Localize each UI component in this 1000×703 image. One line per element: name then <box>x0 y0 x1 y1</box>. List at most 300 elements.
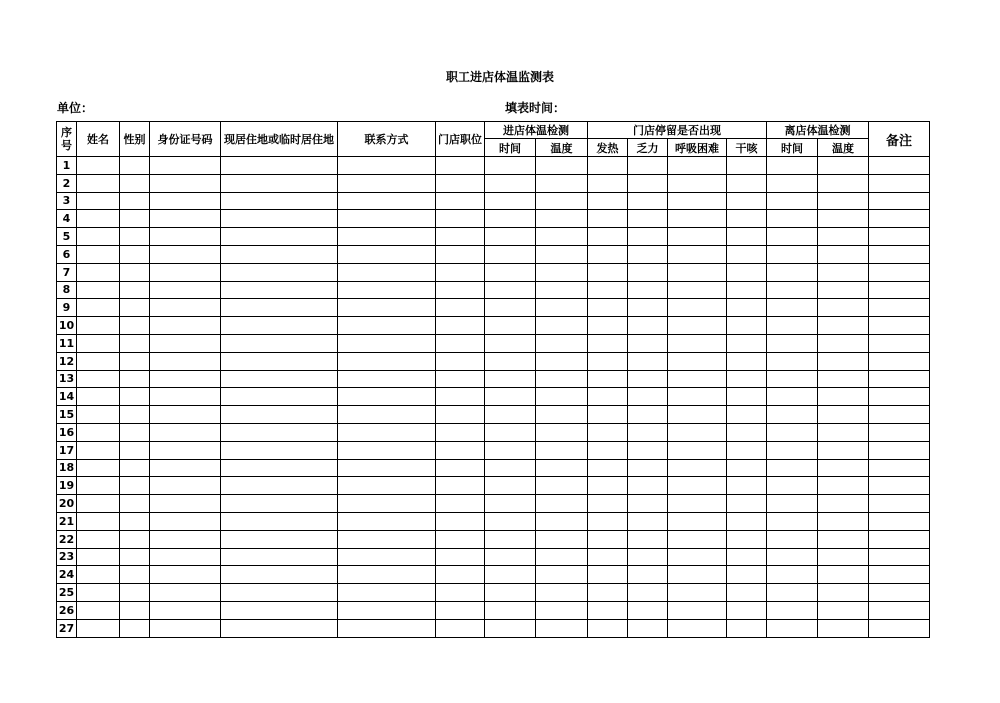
gender-cell <box>120 459 150 477</box>
fatigue-cell <box>628 245 668 263</box>
name-cell <box>77 619 120 637</box>
header-fever: 发热 <box>588 139 628 157</box>
header-name: 姓名 <box>77 122 120 157</box>
dry-cough-cell <box>727 210 767 228</box>
remark-cell <box>869 423 930 441</box>
exit-time-cell <box>767 601 818 619</box>
exit-time-cell <box>767 495 818 513</box>
contact-cell <box>338 263 436 281</box>
name-cell <box>77 548 120 566</box>
exit-time-cell <box>767 192 818 210</box>
remark-cell <box>869 299 930 317</box>
remark-cell <box>869 281 930 299</box>
dry-cough-cell <box>727 174 767 192</box>
row-number: 17 <box>57 441 77 459</box>
exit-time-cell <box>767 477 818 495</box>
remark-cell <box>869 370 930 388</box>
name-cell <box>77 174 120 192</box>
breathing-cell <box>668 299 727 317</box>
entry-time-cell <box>485 459 536 477</box>
fatigue-cell <box>628 263 668 281</box>
gender-cell <box>120 530 150 548</box>
breathing-cell <box>668 548 727 566</box>
dry-cough-cell <box>727 548 767 566</box>
breathing-cell <box>668 174 727 192</box>
exit-time-cell <box>767 406 818 424</box>
gender-cell <box>120 317 150 335</box>
gender-cell <box>120 299 150 317</box>
entry-time-cell <box>485 228 536 246</box>
row-number: 3 <box>57 192 77 210</box>
gender-cell <box>120 228 150 246</box>
fatigue-cell <box>628 619 668 637</box>
exit-temp-cell <box>818 512 869 530</box>
breathing-cell <box>668 245 727 263</box>
remark-cell <box>869 210 930 228</box>
address-cell <box>221 441 338 459</box>
entry-time-cell <box>485 317 536 335</box>
fatigue-cell <box>628 370 668 388</box>
fever-cell <box>588 174 628 192</box>
gender-cell <box>120 192 150 210</box>
address-cell <box>221 245 338 263</box>
exit-time-cell <box>767 263 818 281</box>
entry-time-cell <box>485 352 536 370</box>
row-number: 13 <box>57 370 77 388</box>
entry-temp-cell <box>536 548 588 566</box>
dry-cough-cell <box>727 495 767 513</box>
exit-time-cell <box>767 210 818 228</box>
breathing-cell <box>668 370 727 388</box>
fatigue-cell <box>628 459 668 477</box>
address-cell <box>221 406 338 424</box>
fever-cell <box>588 263 628 281</box>
id-number-cell <box>150 352 221 370</box>
fatigue-cell <box>628 477 668 495</box>
unit-label: 单位： <box>57 101 94 115</box>
address-cell <box>221 477 338 495</box>
header-entry-time: 时间 <box>485 139 536 157</box>
exit-time-cell <box>767 548 818 566</box>
exit-temp-cell <box>818 601 869 619</box>
entry-temp-cell <box>536 423 588 441</box>
exit-temp-cell <box>818 477 869 495</box>
gender-cell <box>120 441 150 459</box>
entry-temp-cell <box>536 530 588 548</box>
fatigue-cell <box>628 228 668 246</box>
name-cell <box>77 530 120 548</box>
breathing-cell <box>668 477 727 495</box>
entry-temp-cell <box>536 370 588 388</box>
id-number-cell <box>150 601 221 619</box>
row-number: 12 <box>57 352 77 370</box>
fatigue-cell <box>628 601 668 619</box>
contact-cell <box>338 281 436 299</box>
address-cell <box>221 352 338 370</box>
exit-time-cell <box>767 299 818 317</box>
dry-cough-cell <box>727 477 767 495</box>
id-number-cell <box>150 495 221 513</box>
table-row <box>57 317 930 335</box>
entry-time-cell <box>485 210 536 228</box>
contact-cell <box>338 441 436 459</box>
table-row <box>57 334 930 352</box>
gender-cell <box>120 245 150 263</box>
exit-time-cell <box>767 281 818 299</box>
exit-time-cell <box>767 619 818 637</box>
remark-cell <box>869 317 930 335</box>
fever-cell <box>588 370 628 388</box>
table-row <box>57 281 930 299</box>
table-row <box>57 210 930 228</box>
fill-time-label: 填表时间： <box>505 101 566 115</box>
remark-cell <box>869 512 930 530</box>
entry-time-cell <box>485 157 536 175</box>
exit-time-cell <box>767 228 818 246</box>
name-cell <box>77 495 120 513</box>
entry-time-cell <box>485 530 536 548</box>
row-number: 9 <box>57 299 77 317</box>
post-cell <box>436 370 485 388</box>
breathing-cell <box>668 388 727 406</box>
name-cell <box>77 299 120 317</box>
fever-cell <box>588 619 628 637</box>
table-row <box>57 530 930 548</box>
address-cell <box>221 192 338 210</box>
row-number: 27 <box>57 619 77 637</box>
breathing-cell <box>668 566 727 584</box>
remark-cell <box>869 245 930 263</box>
fever-cell <box>588 210 628 228</box>
row-number: 20 <box>57 495 77 513</box>
name-cell <box>77 388 120 406</box>
table-row <box>57 495 930 513</box>
gender-cell <box>120 334 150 352</box>
remark-cell <box>869 352 930 370</box>
exit-temp-cell <box>818 495 869 513</box>
entry-temp-cell <box>536 459 588 477</box>
id-number-cell <box>150 423 221 441</box>
breathing-cell <box>668 192 727 210</box>
table-row <box>57 459 930 477</box>
gender-cell <box>120 210 150 228</box>
contact-cell <box>338 530 436 548</box>
dry-cough-cell <box>727 299 767 317</box>
id-number-cell <box>150 459 221 477</box>
id-number-cell <box>150 406 221 424</box>
id-number-cell <box>150 299 221 317</box>
entry-temp-cell <box>536 406 588 424</box>
table-row <box>57 584 930 602</box>
id-number-cell <box>150 317 221 335</box>
exit-temp-cell <box>818 619 869 637</box>
address-cell <box>221 459 338 477</box>
name-cell <box>77 210 120 228</box>
contact-cell <box>338 228 436 246</box>
address-cell <box>221 495 338 513</box>
name-cell <box>77 441 120 459</box>
entry-time-cell <box>485 263 536 281</box>
name-cell <box>77 512 120 530</box>
remark-cell <box>869 619 930 637</box>
row-number: 4 <box>57 210 77 228</box>
dry-cough-cell <box>727 584 767 602</box>
contact-cell <box>338 370 436 388</box>
exit-temp-cell <box>818 459 869 477</box>
entry-time-cell <box>485 334 536 352</box>
header-id-number: 身份证号码 <box>150 122 221 157</box>
post-cell <box>436 512 485 530</box>
entry-time-cell <box>485 423 536 441</box>
exit-time-cell <box>767 388 818 406</box>
name-cell <box>77 584 120 602</box>
entry-temp-cell <box>536 352 588 370</box>
post-cell <box>436 210 485 228</box>
breathing-cell <box>668 263 727 281</box>
exit-time-cell <box>767 584 818 602</box>
breathing-cell <box>668 157 727 175</box>
fatigue-cell <box>628 423 668 441</box>
fever-cell <box>588 423 628 441</box>
remark-cell <box>869 157 930 175</box>
gender-cell <box>120 157 150 175</box>
fever-cell <box>588 459 628 477</box>
breathing-cell <box>668 334 727 352</box>
breathing-cell <box>668 512 727 530</box>
contact-cell <box>338 406 436 424</box>
exit-temp-cell <box>818 406 869 424</box>
entry-temp-cell <box>536 281 588 299</box>
id-number-cell <box>150 388 221 406</box>
address-cell <box>221 512 338 530</box>
entry-temp-cell <box>536 584 588 602</box>
row-number: 15 <box>57 406 77 424</box>
name-cell <box>77 459 120 477</box>
table-row <box>57 477 930 495</box>
fatigue-cell <box>628 566 668 584</box>
fever-cell <box>588 317 628 335</box>
exit-time-cell <box>767 352 818 370</box>
post-cell <box>436 495 485 513</box>
fever-cell <box>588 192 628 210</box>
entry-time-cell <box>485 299 536 317</box>
table-row <box>57 157 930 175</box>
exit-temp-cell <box>818 548 869 566</box>
name-cell <box>77 406 120 424</box>
id-number-cell <box>150 530 221 548</box>
entry-temp-cell <box>536 495 588 513</box>
contact-cell <box>338 566 436 584</box>
gender-cell <box>120 281 150 299</box>
remark-cell <box>869 228 930 246</box>
gender-cell <box>120 619 150 637</box>
post-cell <box>436 281 485 299</box>
gender-cell <box>120 495 150 513</box>
header-contact: 联系方式 <box>338 122 436 157</box>
contact-cell <box>338 601 436 619</box>
header-dry-cough: 干咳 <box>727 139 767 157</box>
contact-cell <box>338 459 436 477</box>
fever-cell <box>588 584 628 602</box>
post-cell <box>436 423 485 441</box>
exit-time-cell <box>767 157 818 175</box>
breathing-cell <box>668 423 727 441</box>
exit-time-cell <box>767 370 818 388</box>
breathing-cell <box>668 459 727 477</box>
fever-cell <box>588 281 628 299</box>
address-cell <box>221 157 338 175</box>
fatigue-cell <box>628 388 668 406</box>
post-cell <box>436 477 485 495</box>
name-cell <box>77 263 120 281</box>
header-gender: 性别 <box>120 122 150 157</box>
id-number-cell <box>150 334 221 352</box>
dry-cough-cell <box>727 423 767 441</box>
fever-cell <box>588 157 628 175</box>
gender-cell <box>120 423 150 441</box>
exit-temp-cell <box>818 263 869 281</box>
name-cell <box>77 281 120 299</box>
remark-cell <box>869 263 930 281</box>
post-cell <box>436 174 485 192</box>
address-cell <box>221 530 338 548</box>
exit-temp-cell <box>818 352 869 370</box>
id-number-cell <box>150 566 221 584</box>
table-row <box>57 245 930 263</box>
exit-temp-cell <box>818 317 869 335</box>
row-number: 21 <box>57 512 77 530</box>
fever-cell <box>588 548 628 566</box>
dry-cough-cell <box>727 441 767 459</box>
fever-cell <box>588 530 628 548</box>
header-symptom-group: 门店停留是否出现 <box>588 122 767 139</box>
dry-cough-cell <box>727 512 767 530</box>
breathing-cell <box>668 317 727 335</box>
name-cell <box>77 370 120 388</box>
remark-cell <box>869 192 930 210</box>
exit-time-cell <box>767 423 818 441</box>
breathing-cell <box>668 406 727 424</box>
header-exit-time: 时间 <box>767 139 818 157</box>
table-row <box>57 370 930 388</box>
entry-time-cell <box>485 601 536 619</box>
post-cell <box>436 352 485 370</box>
exit-temp-cell <box>818 228 869 246</box>
table-row <box>57 263 930 281</box>
breathing-cell <box>668 281 727 299</box>
breathing-cell <box>668 530 727 548</box>
gender-cell <box>120 352 150 370</box>
exit-time-cell <box>767 245 818 263</box>
post-cell <box>436 619 485 637</box>
breathing-cell <box>668 228 727 246</box>
header-seq: 序号 <box>57 122 77 157</box>
entry-time-cell <box>485 566 536 584</box>
fever-cell <box>588 495 628 513</box>
name-cell <box>77 228 120 246</box>
address-cell <box>221 370 338 388</box>
remark-cell <box>869 495 930 513</box>
dry-cough-cell <box>727 601 767 619</box>
header-post: 门店职位 <box>436 122 485 157</box>
fever-cell <box>588 228 628 246</box>
exit-temp-cell <box>818 299 869 317</box>
fever-cell <box>588 566 628 584</box>
exit-time-cell <box>767 317 818 335</box>
table-row <box>57 423 930 441</box>
row-number: 26 <box>57 601 77 619</box>
dry-cough-cell <box>727 530 767 548</box>
post-cell <box>436 459 485 477</box>
exit-time-cell <box>767 334 818 352</box>
dry-cough-cell <box>727 281 767 299</box>
exit-time-cell <box>767 566 818 584</box>
remark-cell <box>869 601 930 619</box>
contact-cell <box>338 477 436 495</box>
remark-cell <box>869 406 930 424</box>
row-number: 22 <box>57 530 77 548</box>
entry-temp-cell <box>536 512 588 530</box>
entry-time-cell <box>485 281 536 299</box>
contact-cell <box>338 584 436 602</box>
table-row <box>57 192 930 210</box>
table-row <box>57 601 930 619</box>
dry-cough-cell <box>727 619 767 637</box>
breathing-cell <box>668 352 727 370</box>
gender-cell <box>120 388 150 406</box>
name-cell <box>77 601 120 619</box>
contact-cell <box>338 334 436 352</box>
exit-temp-cell <box>818 584 869 602</box>
entry-temp-cell <box>536 317 588 335</box>
entry-temp-cell <box>536 157 588 175</box>
id-number-cell <box>150 477 221 495</box>
entry-temp-cell <box>536 192 588 210</box>
post-cell <box>436 530 485 548</box>
address-cell <box>221 584 338 602</box>
fever-cell <box>588 512 628 530</box>
contact-cell <box>338 210 436 228</box>
gender-cell <box>120 584 150 602</box>
row-number: 23 <box>57 548 77 566</box>
post-cell <box>436 548 485 566</box>
remark-cell <box>869 459 930 477</box>
row-number: 11 <box>57 334 77 352</box>
row-number: 14 <box>57 388 77 406</box>
id-number-cell <box>150 548 221 566</box>
exit-time-cell <box>767 459 818 477</box>
exit-temp-cell <box>818 174 869 192</box>
exit-temp-cell <box>818 370 869 388</box>
entry-time-cell <box>485 619 536 637</box>
table-row <box>57 441 930 459</box>
table-row <box>57 228 930 246</box>
address-cell <box>221 228 338 246</box>
dry-cough-cell <box>727 157 767 175</box>
row-number: 1 <box>57 157 77 175</box>
header-exit-temp: 温度 <box>818 139 869 157</box>
header-fatigue: 乏力 <box>628 139 668 157</box>
entry-temp-cell <box>536 263 588 281</box>
exit-time-cell <box>767 512 818 530</box>
row-number: 7 <box>57 263 77 281</box>
fatigue-cell <box>628 334 668 352</box>
post-cell <box>436 317 485 335</box>
gender-cell <box>120 406 150 424</box>
breathing-cell <box>668 495 727 513</box>
address-cell <box>221 423 338 441</box>
remark-cell <box>869 548 930 566</box>
